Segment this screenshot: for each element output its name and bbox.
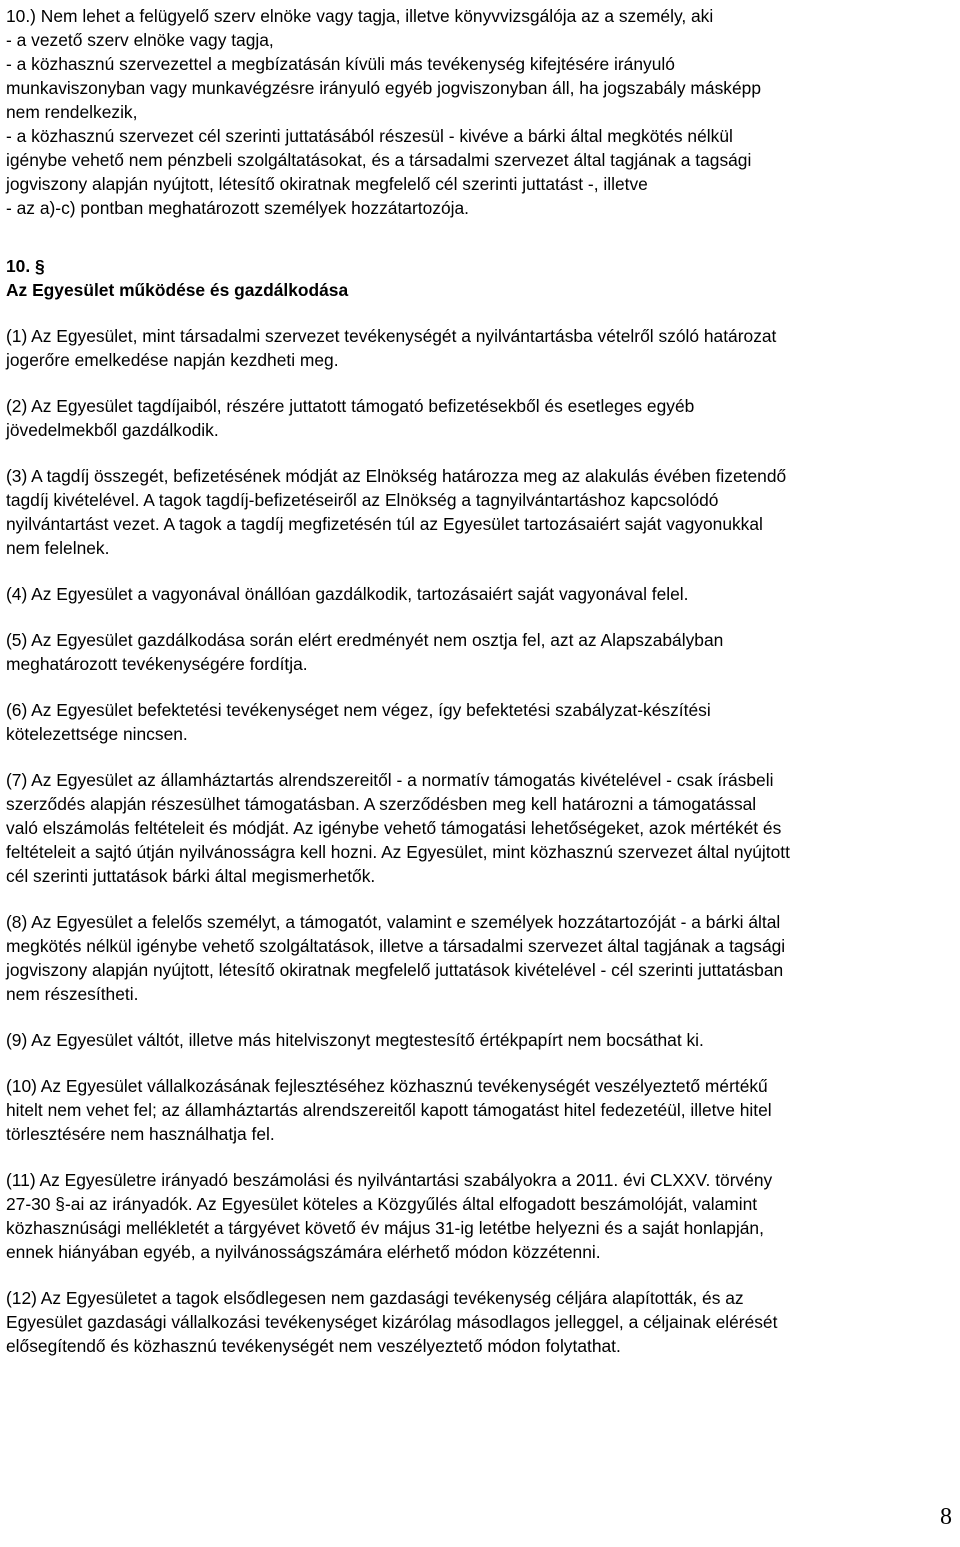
- text-line: hitelt nem vehet fel; az államháztartás alrendszereitől kapott támogatást hitel fedezetéül, illetve hitel: [6, 1100, 772, 1120]
- text-line: (3) A tagdíj összegét, befizetésének módját az Elnökség határozza meg az alakulás évében fizetendő: [6, 466, 787, 486]
- text-line: (4) Az Egyesület a vagyonával önállóan gazdálkodik, tartozásaiért saját vagyonával felel.: [6, 584, 689, 604]
- text-line: (7) Az Egyesület az államháztartás alrendszereitől - a normatív támogatás kivételével - csak írásbeli: [6, 770, 774, 790]
- text-line: nem felelnek.: [6, 538, 110, 558]
- text-line: tagdíj kivételével. A tagok tagdíj-befizetéseiről az Elnökség a tagnyilvántartáshoz kapcsolódó: [6, 490, 719, 510]
- text-line: való elszámolás feltételeit és módját. Az igénybe vehető támogatási lehetőségeket, azok mértékét és: [6, 818, 782, 838]
- text-line: Egyesület gazdasági vállalkozási tevékenységet kizárólag másodlagos jelleggel, a céljainak elérését: [6, 1312, 778, 1332]
- text-line: ennek hiányában egyéb, a nyilvánosságszámára elérhető módon közzétenni.: [6, 1242, 601, 1262]
- text-line: jogviszony alapján nyújtott, létesítő okiratnak megfelelő cél szerinti juttatást -, illetve: [6, 174, 648, 194]
- text-line: (12) Az Egyesületet a tagok elsődlegesen nem gazdasági tevékenység céljára alapították, és az: [6, 1288, 744, 1308]
- text-line: (10) Az Egyesület vállalkozásának fejlesztéséhez közhasznú tevékenységét veszélyeztető mértékű: [6, 1076, 768, 1096]
- text-line: feltételeit a sajtó útján nyilvánosságra kell hozni. Az Egyesület, mint közhasznú szervezet által nyújtott: [6, 842, 790, 862]
- text-line: - a vezető szerv elnöke vagy tagja,: [6, 30, 274, 50]
- section-heading: [6, 254, 951, 302]
- text-line: (2) Az Egyesület tagdíjaiból, részére juttatott támogató befizetésekből és esetleges egyéb: [6, 396, 695, 416]
- text-line: jogerőre emelkedése napján kezdheti meg.: [6, 350, 339, 370]
- text-line: (8) Az Egyesület a felelős személyt, a támogatót, valamint e személyek hozzátartozóját - a bárki által: [6, 912, 781, 932]
- text-line: (6) Az Egyesület befektetési tevékenységet nem végez, így befektetési szabályzat-készítési: [6, 700, 711, 720]
- text-line: szerződés alapján részesülhet támogatásban. A szerződésben meg kell határozni a támogatással: [6, 794, 757, 814]
- text-line: elősegítendő és közhasznú tevékenységét nem veszélyeztető módon folytathat.: [6, 1336, 621, 1356]
- paragraph-7: [6, 768, 951, 888]
- text-line: jövedelmekből gazdálkodik.: [6, 420, 219, 440]
- text-line: 10.) Nem lehet a felügyelő szerv elnöke vagy tagja, illetve könyvvizsgálója az a személy, aki: [6, 6, 714, 26]
- text-line: munkaviszonyban vagy munkavégzésre irányuló egyéb jogviszonyban áll, ha jogszabály másképp: [6, 78, 761, 98]
- text-line: meghatározott tevékenységére fordítja.: [6, 654, 308, 674]
- paragraph-12: [6, 1286, 951, 1358]
- paragraph-1: [6, 324, 951, 372]
- text-line: jogviszony alapján nyújtott, létesítő okiratnak megfelelő juttatások kivételével - cél szerinti juttatásban: [6, 960, 784, 980]
- text-line: (9) Az Egyesület váltót, illetve más hitelviszonyt megtestesítő értékpapírt nem bocsáthat ki.: [6, 1030, 704, 1050]
- paragraph-4: [6, 582, 951, 606]
- text-line: 27-30 §-ai az irányadók. Az Egyesület köteles a Közgyűlés által elfogadott beszámolóját, valamint: [6, 1194, 758, 1214]
- text-line: nem rendelkezik,: [6, 102, 138, 122]
- text-line: (5) Az Egyesület gazdálkodása során elért eredményét nem osztja fel, azt az Alapszabályban: [6, 630, 724, 650]
- text-line: közhasznúsági mellékletét a tárgyévet követő év május 31-ig letétbe helyezni és a saját honlapján,: [6, 1218, 764, 1238]
- text-line: (11) Az Egyesületre irányadó beszámolási és nyilvántartási szabályokra a 2011. évi CLXXV. törvény: [6, 1170, 773, 1190]
- item-10-block: [6, 0, 951, 220]
- paragraph-8: [6, 910, 951, 1006]
- text-line: törlesztésére nem használhatja fel.: [6, 1124, 275, 1144]
- text-line: - az a)-c) pontban meghatározott személyek hozzátartozója.: [6, 198, 470, 218]
- section-title: Az Egyesület működése és gazdálkodása: [6, 280, 349, 300]
- text-line: megkötés nélkül igénybe vehető szolgáltatások, illetve a társadalmi szervezet által tagjának a tagsági: [6, 936, 786, 956]
- text-line: nyilvántartást vezet. A tagok a tagdíj megfizetésén túl az Egyesület tartozásaiért saját vagyonukkal: [6, 514, 763, 534]
- paragraph-9: [6, 1028, 951, 1052]
- document-page: [6, 0, 951, 1358]
- text-line: cél szerinti juttatások bárki által megismerhetők.: [6, 866, 376, 886]
- paragraph-10: [6, 1074, 951, 1146]
- text-line: kötelezettsége nincsen.: [6, 724, 188, 744]
- text-line: nem részesítheti.: [6, 984, 139, 1004]
- section-number: 10. §: [6, 256, 45, 276]
- paragraph-5: [6, 628, 951, 676]
- text-line: igénybe vehető nem pénzbeli szolgáltatásokat, és a társadalmi szervezet által tagjának a tagsági: [6, 150, 752, 170]
- paragraph-2: [6, 394, 951, 442]
- paragraph-6: [6, 698, 951, 746]
- paragraph-3: [6, 464, 951, 560]
- paragraph-11: [6, 1168, 951, 1264]
- text-line: - a közhasznú szervezettel a megbízatásán kívüli más tevékenység kifejtésére irányuló: [6, 54, 675, 74]
- page-number: 8: [940, 1504, 952, 1530]
- text-line: (1) Az Egyesület, mint társadalmi szervezet tevékenységét a nyilvántartásba vételről szóló határozat: [6, 326, 777, 346]
- text-line: - a közhasznú szervezet cél szerinti juttatásából részesül - kivéve a bárki által megkötés nélkül: [6, 126, 733, 146]
